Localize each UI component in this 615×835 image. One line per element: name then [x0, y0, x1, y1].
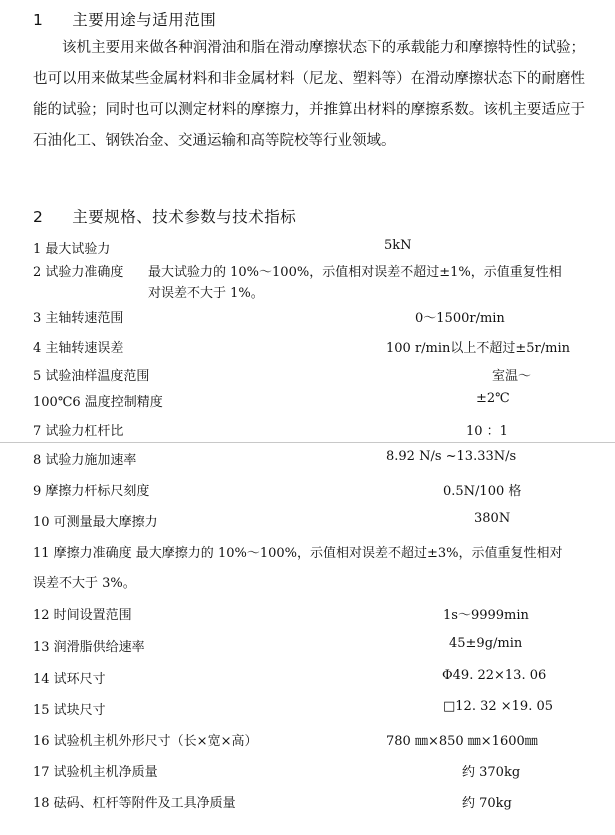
- spec-14-value: Φ49. 22×13. 06: [442, 668, 547, 683]
- spec-7-value: 10 ：1: [466, 424, 508, 439]
- spec-6-label: 100℃6 温度控制精度: [33, 395, 163, 410]
- spec-3-label: 3 主轴转速范围: [33, 311, 124, 326]
- spec-2-desc-line2: 对误差不大于 1%。: [148, 286, 264, 301]
- spec-7-label: 7 试验力杠杆比: [33, 424, 124, 439]
- section-1-title: 主要用途与适用范围: [72, 11, 217, 29]
- spec-9-value: 0.5N/100 格: [443, 484, 522, 499]
- spec-17-label: 17 试验机主机净质量: [33, 765, 158, 780]
- spec-17-value: 约 370kg: [462, 765, 521, 780]
- spec-13-value: 45±9g/min: [449, 636, 523, 651]
- spec-15-label: 15 试块尺寸: [33, 703, 106, 718]
- section-1-number: 1: [33, 11, 44, 29]
- spec-8-label: 8 试验力施加速率: [33, 453, 137, 468]
- section-2-heading: [33, 205, 296, 227]
- spec-16-label: 16 试验机主机外形尺寸（长×宽×高）: [33, 734, 258, 749]
- section-2-title: 主要规格、技术参数与技术指标: [72, 208, 297, 226]
- spec-13-label: 13 润滑脂供给速率: [33, 640, 145, 655]
- spec-2-desc-line1: 最大试验力的 10%～100%，示值相对误差不超过±1%，示值重复性相: [148, 265, 562, 280]
- spec-9-label: 9 摩擦力杆标尺刻度: [33, 484, 150, 499]
- spec-1-value: 5kN: [384, 238, 412, 253]
- section-1-paragraph-text: 该机主要用来做各种润滑油和脂在滑动摩擦状态下的承载能力和摩擦特性的试验；也可以用来做某些金属材料和非金属材料（尼龙、塑料等）在滑动摩擦状态下的耐磨性能的试验；同时也可以测定材料的摩擦力，并推算出材料的摩擦系数。该机主要适应于石油化工、钢铁冶金、交通运输和高等院校等行业领域。: [33, 40, 585, 149]
- spec-12-label: 12 时间设置范围: [33, 608, 132, 623]
- spec-4-value: 100 r/min以上不超过±5r/min: [386, 341, 571, 356]
- spec-2-label: 2 试验力准确度: [33, 265, 124, 280]
- spec-5-label: 5 试验油样温度范围: [33, 369, 150, 384]
- spec-5-value: 室温～: [492, 369, 532, 384]
- spec-18-value: 约 70kg: [462, 796, 512, 811]
- spec-4-label: 4 主轴转速误差: [33, 341, 124, 356]
- spec-11-line2: 误差不大于 3%。: [33, 576, 136, 591]
- section-2-number: 2: [33, 208, 44, 226]
- spec-8-value: 8.92 N/s ~13.33N/s: [386, 449, 517, 464]
- spec-14-label: 14 试环尺寸: [33, 672, 106, 687]
- spec-18-label: 18 砝码、杠杆等附件及工具净质量: [33, 796, 236, 811]
- section-1-heading: [33, 8, 216, 30]
- page-divider: [0, 442, 615, 443]
- spec-3-value: 0～1500r/min: [415, 311, 505, 326]
- spec-6-value: ±2℃: [476, 391, 510, 406]
- spec-16-value: 780 ㎜×850 ㎜×1600㎜: [386, 734, 538, 749]
- spec-10-label: 10 可测量最大摩擦力: [33, 515, 158, 530]
- spec-12-value: 1s～9999min: [443, 608, 529, 623]
- section-1-paragraph: [33, 33, 585, 157]
- spec-1-label: 1 最大试验力: [33, 242, 111, 257]
- spec-10-value: 380N: [474, 511, 511, 526]
- spec-15-value: □12. 32 ×19. 05: [443, 699, 554, 714]
- spec-11-line1: 11 摩擦力准确度 最大摩擦力的 10%～100%，示值相对误差不超过±3%，示值重复性相对: [33, 546, 563, 561]
